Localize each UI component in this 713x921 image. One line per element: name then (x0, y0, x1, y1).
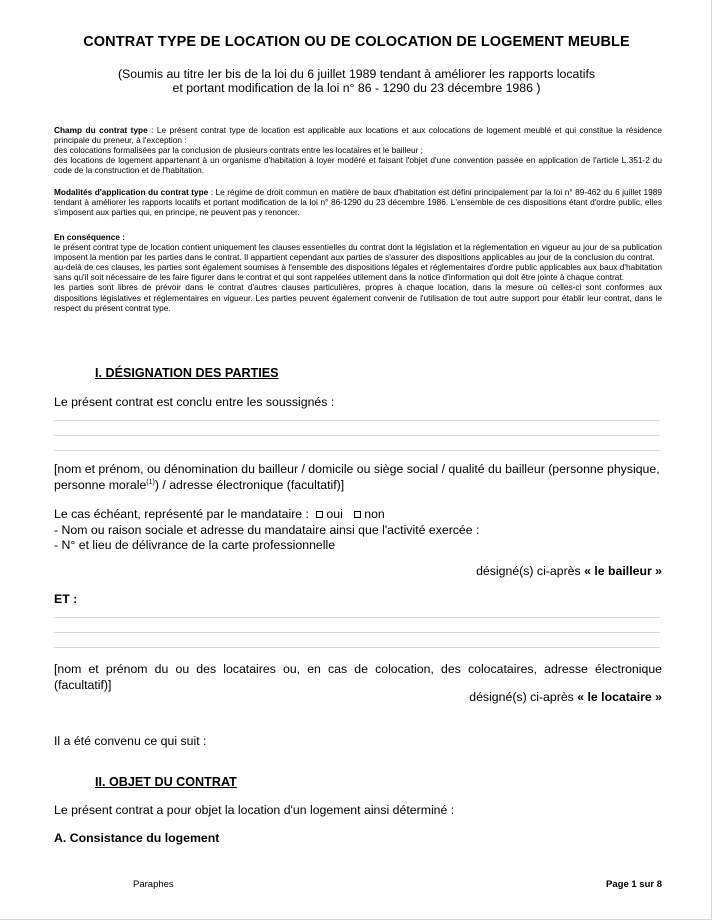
champ-intro (54, 125, 662, 145)
modalites-text: : Le régime de droit commun en matière de baux d'habitation est défini principalement par la loi n° 89-462 du 6 juillet 1989 tendant à améliorer les rapports locatifs et portant modification de la loi n° 86-1290 du 23 décembre 1986. L'ensemble de ces dispositions étant d'ordre public, elles s'imposent aux parties qui, en principe, ne peuvent pas y renoncer. (54, 187, 663, 218)
non-label: non (364, 507, 385, 521)
designation-bailleur: « le bailleur » (584, 564, 662, 578)
mandataire-question (54, 507, 662, 523)
mandataire-line: - Nom ou raison sociale et adresse du mandataire ainsi que l'activité exercée : (54, 522, 480, 537)
consequence-label: En conséquence : (54, 232, 126, 242)
fill-line[interactable] (54, 450, 660, 451)
fill-line[interactable] (54, 647, 660, 648)
champ-paragraph (54, 125, 662, 175)
designation-prefix: désigné(s) ci-après (469, 690, 578, 704)
modalites-paragraph (54, 187, 662, 217)
champ-label: Champ du contrat type (54, 125, 148, 135)
subtitle-line-2: et portant modification de la loi n° 86 - 1290 du 23 décembre 1986 ) (172, 81, 541, 95)
bailleur-desc-b: ) / adresse électronique (facultatif)] (154, 477, 345, 492)
bailleur-designation (54, 564, 662, 580)
modalites-label: Modalités d'application du contrat type (54, 187, 209, 197)
champ-item: des colocations formalisées par la conclusion de plusieurs contrats entre les locataires et le bailleur ; (54, 145, 423, 156)
consequence-item: le présent contrat type de location contient uniquement les clauses essentielles du contrat dont la législation et la réglementation en vigueur au jour de sa publication imposent la mention par les parties dans le contrat. Il appartient cependant aux parties de s'assurer des dispositions applicables au jour de la conclusion du contrat. (54, 242, 662, 263)
designation-prefix: désigné(s) ci-après (476, 564, 585, 578)
locataire-description: [nom et prénom du ou des locataires ou, en cas de colocation, des colocataires, adresse électronique (facultatif)] (54, 662, 662, 692)
document-subtitle (0, 67, 713, 95)
mandataire-block (54, 507, 662, 554)
mandataire-label: Le cas échéant, représenté par le mandataire : (54, 507, 309, 521)
footer-page-number: Page 1 sur 8 (606, 879, 662, 890)
consequence-item: au-delà de ces clauses, les parties sont également soumises à l'ensemble des dispositions légales et réglementaires d'ordre public applicables aux baux d'habitation sans qu'il soit nécessaire de les faire figurer dans le contrat et qui sont rappelées utilement dans la notice d'information qui doit être jointe à chaque contrat. (54, 262, 662, 283)
designation-locataire: « le locataire » (577, 690, 662, 704)
oui-label: oui (326, 507, 343, 521)
section-1-heading: I. DÉSIGNATION DES PARTIES (95, 366, 279, 380)
consequence-item: les parties sont libres de prévoir dans le contrat d'autres clauses particulières, propres à chaque location, dans la mesure où celles-ci sont conformes aux dispositions législatives et réglementaires en vigueur. Les parties peuvent également convenir de l'utilisation de tout autre support pour établir leur contrat, dans le respect du présent contrat type. (54, 282, 662, 313)
mandataire-line: - N° et lieu de délivrance de la carte professionnelle (54, 538, 336, 552)
document-title: CONTRAT TYPE DE LOCATION OU DE COLOCATION DE LOGEMENT MEUBLE (83, 34, 630, 50)
section-2-heading: II. OBJET DU CONTRAT (95, 775, 237, 789)
section-2-subheading: A. Consistance du logement (54, 831, 220, 845)
footnote-ref: (1) (146, 478, 155, 486)
bailleur-description (54, 462, 662, 493)
champ-item: des locations de logement appartenant à un organisme d'habitation à loyer modéré et faisant l'objet d'une convention passée en application de l'article L.351-2 du code de la construction et de l'habitation. (54, 155, 662, 176)
fill-line[interactable] (54, 632, 660, 633)
footer-paraphes: Paraphes (133, 879, 174, 890)
non-checkbox[interactable] (354, 511, 361, 518)
fill-line[interactable] (54, 435, 660, 436)
champ-text: : Le présent contrat type de location est applicable aux locations et aux colocations de logement meublé et qui constitue la résidence principale du preneur, à l'exception : (54, 125, 662, 146)
et-label: ET : (54, 592, 78, 606)
fill-line[interactable] (54, 420, 660, 421)
bailleur-desc-a: [nom et prénom, ou dénomination du bailleur / domicile ou siège social / qualité du bailleur (personne physique, personne morale (54, 462, 660, 492)
fill-line[interactable] (54, 617, 660, 618)
locataire-designation (54, 690, 662, 706)
convenu-text: Il a été convenu ce qui suit : (54, 734, 207, 748)
section-1-intro: Le présent contrat est conclu entre les soussignés : (54, 395, 335, 409)
consequence-paragraph (54, 232, 662, 313)
oui-checkbox[interactable] (316, 511, 323, 518)
section-2-intro: Le présent contrat a pour objet la location d'un logement ainsi déterminé : (54, 803, 455, 817)
subtitle-line-1: (Soumis au titre Ier bis de la loi du 6 juillet 1989 tendant à améliorer les rapports locatifs (117, 67, 596, 81)
